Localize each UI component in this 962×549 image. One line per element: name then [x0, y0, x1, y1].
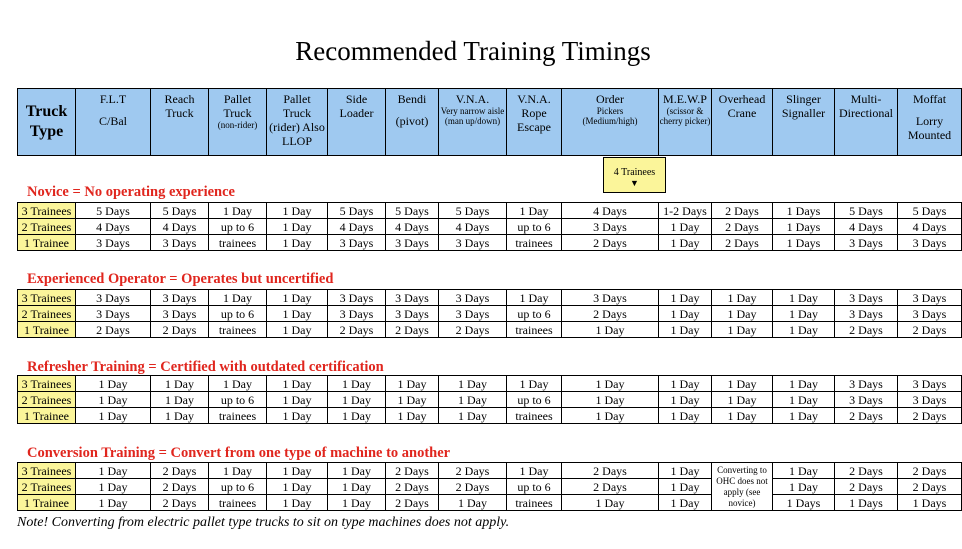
- table-cell: 2 Days: [835, 463, 898, 479]
- table-cell: 2 Days: [76, 322, 151, 338]
- column-header: Slinger Signaller: [773, 89, 835, 156]
- table-cell: 1 Day: [386, 392, 439, 408]
- trainee-count-cell: 3 Trainees: [18, 463, 76, 479]
- table-cell: 1 Day: [328, 376, 386, 392]
- table-cell: 2 Days: [386, 495, 439, 511]
- table-row: [18, 495, 962, 511]
- table-cell: 2 Days: [898, 479, 962, 495]
- section-heading: Conversion Training = Convert from one type of machine to another: [27, 445, 451, 461]
- table-cell: 1 Day: [209, 203, 267, 219]
- table-cell: 5 Days: [439, 203, 507, 219]
- column-header: Multi- Directional: [835, 89, 898, 156]
- table-cell: 2 Days: [439, 479, 507, 495]
- table-cell: 1 Day: [439, 392, 507, 408]
- table-cell: 2 Days: [151, 463, 209, 479]
- table-cell: 3 Days: [835, 235, 898, 251]
- table-cell: up to 6: [507, 306, 562, 322]
- table-cell: 5 Days: [151, 203, 209, 219]
- table-cell: 1 Day: [507, 463, 562, 479]
- column-header: Overhead Crane: [712, 89, 773, 156]
- table-cell: trainees: [507, 322, 562, 338]
- table-cell: 3 Days: [386, 306, 439, 322]
- table-row: [18, 392, 962, 408]
- table-cell: 1 Day: [773, 376, 835, 392]
- table-cell: 1 Day: [562, 408, 659, 424]
- table-cell: 1 Day: [507, 290, 562, 306]
- table-cell: 3 Days: [386, 290, 439, 306]
- table-cell: 1 Day: [659, 479, 712, 495]
- table-cell: 1 Day: [659, 235, 712, 251]
- table-cell: 5 Days: [328, 203, 386, 219]
- table-cell: 1 Day: [151, 376, 209, 392]
- table-cell: 1 Day: [659, 495, 712, 511]
- table-cell: 1 Day: [328, 463, 386, 479]
- table-cell: 1 Day: [773, 322, 835, 338]
- table-cell: 2 Days: [835, 322, 898, 338]
- table-cell: 2 Days: [835, 408, 898, 424]
- table-cell: 5 Days: [76, 203, 151, 219]
- table-cell: trainees: [209, 408, 267, 424]
- table-cell: 2 Days: [151, 322, 209, 338]
- table-cell: 1 Day: [507, 376, 562, 392]
- table-cell: up to 6: [209, 392, 267, 408]
- table-cell: 3 Days: [151, 235, 209, 251]
- table-cell: 2 Days: [151, 479, 209, 495]
- table-cell: 2 Days: [562, 463, 659, 479]
- table-cell: 1 Day: [267, 408, 328, 424]
- table-cell: 1-2 Days: [659, 203, 712, 219]
- table-cell: 2 Days: [712, 219, 773, 235]
- table-cell: 3 Days: [898, 290, 962, 306]
- table-cell: 4 Days: [562, 203, 659, 219]
- table-cell: 1 Day: [151, 408, 209, 424]
- mewp-trainees-badge: 4 Trainees ▼: [603, 157, 666, 193]
- trainee-count-cell: 2 Trainees: [18, 392, 76, 408]
- trainee-count-cell: 2 Trainees: [18, 479, 76, 495]
- table-cell: 4 Days: [439, 219, 507, 235]
- table-cell: 1 Day: [562, 376, 659, 392]
- table-row: [18, 322, 962, 338]
- table-cell: 1 Day: [209, 290, 267, 306]
- table-cell: 1 Day: [386, 376, 439, 392]
- table-cell: 2 Days: [562, 479, 659, 495]
- table-cell: 1 Days: [773, 219, 835, 235]
- table-cell: 4 Days: [835, 219, 898, 235]
- table-cell: 1 Day: [712, 392, 773, 408]
- table-cell: 3 Days: [386, 235, 439, 251]
- table-cell: trainees: [209, 235, 267, 251]
- table-cell: 1 Day: [267, 203, 328, 219]
- table-cell: 2 Days: [328, 322, 386, 338]
- section-heading: Refresher Training = Certified with outdated certification: [27, 359, 384, 375]
- table-cell: 1 Day: [267, 495, 328, 511]
- table-cell: 1 Day: [209, 463, 267, 479]
- table-cell: 1 Day: [76, 376, 151, 392]
- column-header: V.N.A. Rope Escape: [507, 89, 562, 156]
- table-cell: 1 Day: [267, 376, 328, 392]
- column-header: Order Pickers (Medium/high): [562, 89, 659, 156]
- column-header: Reach Truck: [151, 89, 209, 156]
- table-cell: 2 Days: [898, 322, 962, 338]
- table-row: [18, 479, 962, 495]
- table-cell: 1 Day: [328, 408, 386, 424]
- table-cell: 1 Days: [773, 203, 835, 219]
- table-cell: 1 Day: [386, 408, 439, 424]
- trainee-count-cell: 1 Trainee: [18, 235, 76, 251]
- table-cell: 3 Days: [328, 235, 386, 251]
- table-cell: 2 Days: [386, 479, 439, 495]
- table-cell: 1 Day: [267, 306, 328, 322]
- trainee-count-cell: 1 Trainee: [18, 408, 76, 424]
- section-heading: Experienced Operator = Operates but uncertified: [27, 271, 334, 287]
- table-cell: 1 Day: [712, 376, 773, 392]
- table-cell: 3 Days: [898, 376, 962, 392]
- table-cell: 1 Day: [773, 392, 835, 408]
- table-cell: 4 Days: [151, 219, 209, 235]
- table-cell: 1 Day: [562, 392, 659, 408]
- table-cell: 1 Day: [267, 322, 328, 338]
- column-header: Side Loader: [328, 89, 386, 156]
- table-cell: up to 6: [507, 392, 562, 408]
- column-header: F.L.T C/Bal: [76, 89, 151, 156]
- table-cell: 1 Day: [267, 290, 328, 306]
- table-cell: 1 Day: [328, 495, 386, 511]
- table-cell: trainees: [507, 235, 562, 251]
- table-cell: 3 Days: [328, 290, 386, 306]
- table-cell: 1 Day: [562, 322, 659, 338]
- table-cell: 1 Day: [773, 306, 835, 322]
- table-cell: 3 Days: [562, 219, 659, 235]
- table-cell: 1 Day: [659, 463, 712, 479]
- table-cell: 3 Days: [562, 290, 659, 306]
- table-cell: 2 Days: [151, 495, 209, 511]
- table-cell: 4 Days: [898, 219, 962, 235]
- table-cell: 1 Days: [835, 495, 898, 511]
- table-cell: 3 Days: [439, 235, 507, 251]
- column-header: Pallet Truck (rider) Also LLOP: [267, 89, 328, 156]
- table-cell: 1 Day: [659, 376, 712, 392]
- column-header: V.N.A. Very narrow aisle (man up/down): [439, 89, 507, 156]
- table-cell: 1 Day: [76, 408, 151, 424]
- table-cell: 1 Day: [507, 203, 562, 219]
- table-cell: 2 Days: [439, 322, 507, 338]
- table-cell: 1 Day: [712, 290, 773, 306]
- trainee-count-cell: 2 Trainees: [18, 219, 76, 235]
- table-cell: 1 Day: [562, 495, 659, 511]
- table-cell: 5 Days: [386, 203, 439, 219]
- table-cell: up to 6: [507, 479, 562, 495]
- table-cell: 1 Day: [773, 290, 835, 306]
- table-cell: trainees: [507, 408, 562, 424]
- table-cell: trainees: [209, 495, 267, 511]
- table-row: [18, 235, 962, 251]
- table-cell: 1 Day: [659, 392, 712, 408]
- column-header: Pallet Truck (non-rider): [209, 89, 267, 156]
- table-cell: 3 Days: [328, 306, 386, 322]
- table-cell: 3 Days: [76, 306, 151, 322]
- table-cell: 4 Days: [328, 219, 386, 235]
- table-cell: 3 Days: [835, 376, 898, 392]
- table-cell: up to 6: [507, 219, 562, 235]
- trainee-count-cell: 2 Trainees: [18, 306, 76, 322]
- table-cell: 1 Day: [439, 495, 507, 511]
- header-table: [17, 88, 962, 156]
- table-cell: 3 Days: [439, 306, 507, 322]
- trainee-count-cell: 3 Trainees: [18, 376, 76, 392]
- trainee-count-cell: 1 Trainee: [18, 495, 76, 511]
- table-cell: 1 Day: [659, 408, 712, 424]
- table-cell: 1 Day: [328, 392, 386, 408]
- trainee-count-cell: 3 Trainees: [18, 203, 76, 219]
- table-cell: 1 Days: [898, 495, 962, 511]
- table-row: [18, 306, 962, 322]
- table-row: [18, 290, 962, 306]
- table-cell: 1 Day: [267, 479, 328, 495]
- table-cell: 3 Days: [151, 306, 209, 322]
- table-cell: 2 Days: [898, 408, 962, 424]
- table-cell: 2 Days: [898, 463, 962, 479]
- table-cell: up to 6: [209, 479, 267, 495]
- table-cell: 5 Days: [898, 203, 962, 219]
- trainee-count-cell: 1 Trainee: [18, 322, 76, 338]
- table-cell: 3 Days: [898, 392, 962, 408]
- table-cell: 1 Day: [76, 392, 151, 408]
- table-cell: 1 Day: [659, 322, 712, 338]
- table-cell: up to 6: [209, 306, 267, 322]
- timing-table: [17, 289, 962, 338]
- table-cell: 1 Day: [151, 392, 209, 408]
- arrow-down-icon: ▼: [630, 178, 639, 188]
- timing-table: [17, 375, 962, 424]
- table-cell: 1 Day: [773, 463, 835, 479]
- table-row: [18, 463, 962, 479]
- table-cell: 1 Day: [659, 219, 712, 235]
- table-cell: up to 6: [209, 219, 267, 235]
- table-cell: 1 Day: [659, 306, 712, 322]
- table-cell: 1 Day: [439, 408, 507, 424]
- trainee-count-cell: 3 Trainees: [18, 290, 76, 306]
- table-cell: 1 Day: [76, 463, 151, 479]
- table-cell: 3 Days: [151, 290, 209, 306]
- table-cell: 1 Day: [267, 219, 328, 235]
- table-cell: 2 Days: [562, 235, 659, 251]
- column-header: M.E.W.P (scissor & cherry picker): [659, 89, 712, 156]
- table-cell: 2 Days: [712, 235, 773, 251]
- table-cell: 1 Day: [773, 408, 835, 424]
- table-cell: 2 Days: [835, 479, 898, 495]
- table-cell: 3 Days: [439, 290, 507, 306]
- table-cell: 1 Day: [328, 479, 386, 495]
- table-cell: 1 Day: [712, 322, 773, 338]
- table-cell: 1 Day: [267, 392, 328, 408]
- table-cell: 1 Day: [773, 479, 835, 495]
- table-cell: 3 Days: [835, 290, 898, 306]
- page-title: Recommended Training Timings: [295, 36, 651, 66]
- truck-type-header: Truck Type: [18, 89, 76, 156]
- table-row: [18, 408, 962, 424]
- table-cell: 3 Days: [835, 392, 898, 408]
- table-cell: 1 Day: [439, 376, 507, 392]
- table-cell: Converting to OHC does not apply (see novice): [712, 463, 773, 511]
- table-row: [18, 376, 962, 392]
- table-cell: 4 Days: [76, 219, 151, 235]
- table-cell: 1 Day: [209, 376, 267, 392]
- timing-table: [17, 202, 962, 251]
- table-cell: 2 Days: [439, 463, 507, 479]
- table-cell: 5 Days: [835, 203, 898, 219]
- table-cell: 2 Days: [386, 322, 439, 338]
- table-row: [18, 203, 962, 219]
- column-header: Bendi (pivot): [386, 89, 439, 156]
- table-cell: 3 Days: [76, 290, 151, 306]
- table-row: [18, 219, 962, 235]
- timing-table: [17, 462, 962, 511]
- table-cell: 1 Day: [712, 306, 773, 322]
- table-cell: 3 Days: [898, 235, 962, 251]
- table-cell: 3 Days: [898, 306, 962, 322]
- section-heading: Novice = No operating experience: [27, 184, 235, 200]
- table-cell: 1 Day: [76, 479, 151, 495]
- table-cell: trainees: [209, 322, 267, 338]
- table-cell: 4 Days: [386, 219, 439, 235]
- table-cell: 1 Day: [659, 290, 712, 306]
- table-cell: 2 Days: [386, 463, 439, 479]
- table-cell: 3 Days: [76, 235, 151, 251]
- table-cell: 1 Day: [712, 408, 773, 424]
- table-cell: 1 Days: [773, 495, 835, 511]
- table-cell: 3 Days: [835, 306, 898, 322]
- footnote: Note! Converting from electric pallet type trucks to sit on type machines does not apply.: [17, 515, 510, 530]
- table-cell: 2 Days: [712, 203, 773, 219]
- column-header: Moffat Lorry Mounted: [898, 89, 962, 156]
- table-cell: 1 Days: [773, 235, 835, 251]
- table-cell: 1 Day: [267, 463, 328, 479]
- table-cell: 1 Day: [76, 495, 151, 511]
- table-cell: 2 Days: [562, 306, 659, 322]
- table-cell: trainees: [507, 495, 562, 511]
- table-cell: 1 Day: [267, 235, 328, 251]
